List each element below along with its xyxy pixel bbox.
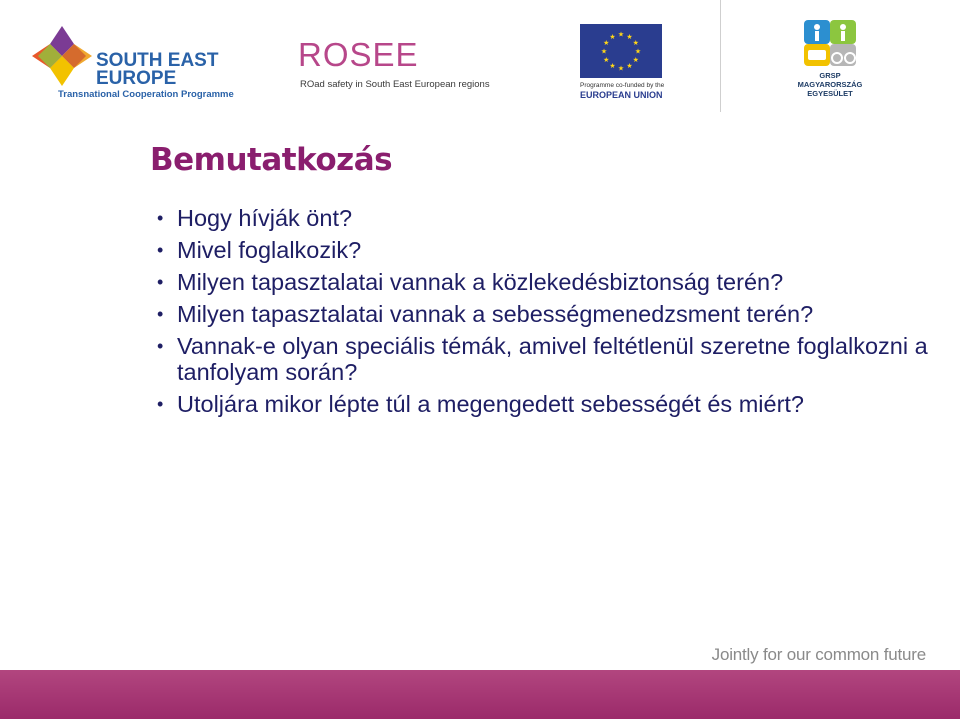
bullet-item: • Vannak-e olyan speciális témák, amivel feltétlenül szeretne foglalkozni a tanfolyam során?: [155, 333, 945, 385]
eu-star-icon: ★: [600, 48, 608, 56]
eu-star-icon: ★: [609, 33, 616, 41]
rosee-subtitle: ROad safety in South East European regions: [300, 79, 490, 90]
eu-flag-icon: [580, 24, 662, 78]
eu-star-icon: ★: [603, 57, 610, 64]
logo-divider: [720, 0, 721, 112]
bullet-item: • Hogy hívják önt?: [155, 205, 945, 231]
footer-tagline: Jointly for our common future: [711, 645, 926, 664]
see-flower-icon: [28, 22, 96, 90]
grsp-road-users-icon: [802, 18, 858, 68]
eu-star-icon: ★: [617, 65, 625, 73]
grsp-line2: MAGYARORSZÁG: [797, 80, 863, 89]
south-east-europe-logo: [28, 22, 234, 102]
grsp-line3: EGYESÜLET: [807, 89, 853, 98]
eu-star-icon: ★: [603, 40, 610, 47]
bullet-item: • Utoljára mikor lépte túl a megengedett sebességét és miért?: [155, 391, 945, 417]
eu-star-icon: ★: [617, 31, 625, 39]
eu-star-icon: ★: [626, 63, 633, 71]
see-line1: SOUTH EAST: [96, 50, 219, 71]
bullet-list: [155, 205, 945, 423]
logo-header: [0, 0, 960, 120]
footer-bar: [0, 670, 960, 719]
eu-star-icon: ★: [632, 40, 639, 47]
eu-logo: [580, 24, 668, 100]
eu-star-icon: ★: [634, 48, 642, 56]
bullet-item: • Milyen tapasztalatai vannak a sebességmenedzsment terén?: [155, 301, 945, 327]
rosee-logo: [298, 38, 498, 94]
rosee-title: ROSEE: [298, 36, 419, 73]
grsp-line1: GRSP: [819, 71, 841, 80]
bullet-item: • Milyen tapasztalatai vannak a közlekedésbiztonság terén?: [155, 269, 945, 295]
see-line2: EUROPE: [96, 68, 177, 89]
eu-star-icon: ★: [609, 63, 616, 71]
eu-star-icon: ★: [626, 33, 633, 41]
grsp-logo: [790, 18, 870, 104]
bullet-item: • Mivel foglalkozik?: [155, 237, 945, 263]
see-subtitle: Transnational Cooperation Programme: [58, 89, 234, 100]
eu-star-icon: ★: [632, 57, 639, 64]
eu-caption-2: EUROPEAN UNION: [580, 90, 663, 100]
slide-title: Bemutatkozás: [150, 142, 393, 178]
eu-caption-1: Programme co-funded by the: [580, 82, 665, 89]
